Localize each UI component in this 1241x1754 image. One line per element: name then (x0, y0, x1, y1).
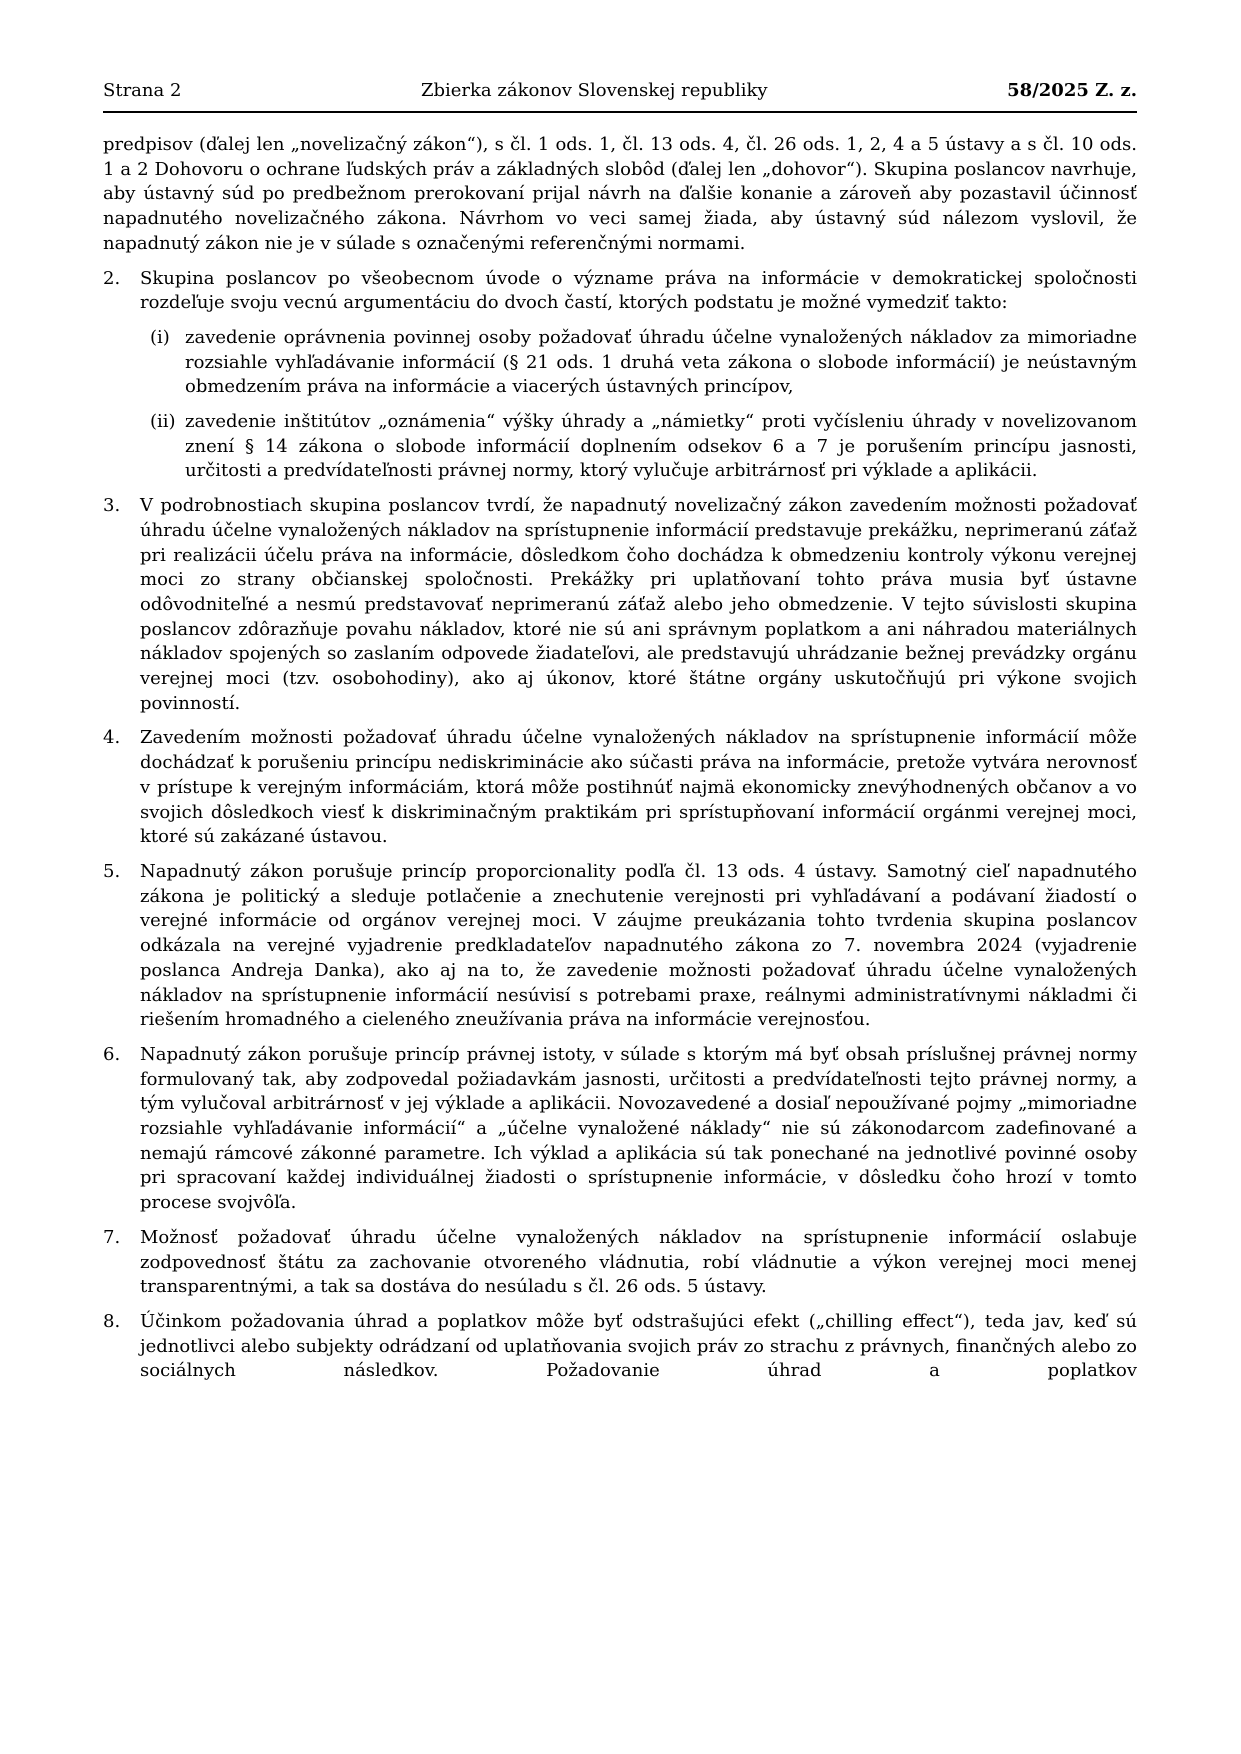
act-number-label: 58/2025 Z. z. (1007, 80, 1137, 101)
item-content (140, 726, 1137, 850)
item-number: 8. (103, 1310, 121, 1332)
subitem-text: zavedenie oprávnenia povinnej osoby požadovať úhradu účelne vynaložených nákladov za mimoriadne rozsiahle vyhľadávanie informácií (§ 21 ods. 1 druhá veta zákona o slobode informácií) je neústavným obmedzením práva na informácie a viacerých ústavných princípov, (185, 326, 1137, 398)
item-text: Zavedením možnosti požadovať úhradu účelne vynaložených nákladov na sprístupnenie informácií môže dochádzať k porušeniu princípu nediskriminácie ako súčasti práva na informácie, pretože vytvára nerovnosť v prístupe k verejným informáciám, ktorá môže postihnúť najmä ekonomicky znevýhodnených občanov a vo svojich dôsledkoch viesť k diskriminačným praktikám pri sprístupňovaní informácií orgánmi verejnej moci, ktoré sú zakázané ústavou. (140, 727, 1137, 848)
page-header (0, 0, 1241, 102)
document-body (0, 113, 1241, 1384)
item-text: Napadnutý zákon porušuje princíp právnej istoty, v súlade s ktorým má byť obsah príslušnej právnej normy formulovaný tak, aby zodpovedal požiadavkám jasnosti, určitosti a predvídateľnosti tejto právnej normy, a tým vylučoval arbitrárnosť v jej výklade a aplikácii. Novozavedené a dosiaľ nepoužívané pojmy „mimoriadne rozsiahle vyhľadávanie informácií“ a „účelne vynaložené náklady“ nie sú zákonodarcom zadefinované a nemajú rámcové zákonné parametre. Ich výklad a aplikácia sú tak ponechané na jednotlivé povinné osoby pri spracovaní každej individuálnej žiadosti o sprístupnenie informácie, v dôsledku čoho hrozí v tomto procese svojvôľa. (140, 1043, 1137, 1214)
item-content (140, 860, 1137, 1033)
item-text: V podrobnostiach skupina poslancov tvrdí, že napadnutý novelizačný zákon zavedením možnosti požadovať úhradu účelne vynaložených nákladov na sprístupnenie informácií predstavuje prekážku, neprimeranú záťaž pri realizácii účelu práva na informácie, dôsledkom čoho dochádza k obmedzeniu kontroly výkonu verejnej moci zo strany občianskej spoločnosti. Prekážky pri uplatňovaní tohto práva musia byť ústavne odôvodniteľné a nesmú predstavovať neprimeranú záťaž alebo jeho obmedzenie. V tejto súvislosti skupina poslancov zdôrazňuje povahu nákladov, ktoré nie sú ani správnym poplatkom a ani náhradou materiálnych nákladov spojených so zaslaním odpovede žiadateľovi, ale predstavujú uhrádzanie bežnej prevádzky orgánu verejnej moci (tzv. osobohodiny), ako aj úkonov, ktoré štátne orgány uskutočňujú pri výkone svojich povinností. (140, 495, 1137, 714)
item-content (140, 1226, 1137, 1300)
numbered-item-3 (103, 494, 1137, 716)
numbered-item-6 (103, 1043, 1137, 1216)
subitem-ii (140, 410, 1137, 484)
item-number: 4. (103, 727, 121, 749)
page-number-label: Strana 2 (103, 80, 182, 101)
item-text: Napadnutý zákon porušuje princíp proporcionality podľa čl. 13 ods. 4 ústavy. Samotný cieľ napadnutého zákona je politický a sleduje potlačenie a znechutenie verejnosti pri vyhľadávaní a podávaní žiadostí o verejné informácie od orgánov verejnej moci. V záujme preukázania tohto tvrdenia skupina poslancov odkázala na verejné vyjadrenie predkladateľov napadnutého zákona zo 7. novembra 2024 (vyjadrenie poslanca Andreja Danka), ako aj na to, že zavedenie možnosti požadovať úhradu účelne vynaložených nákladov na sprístupnenie informácií nesúvisí s potrebami praxe, reálnymi administratívnymi nákladmi či riešením hromadného a cieleného zneužívania práva na informácie verejnosťou. (140, 860, 1137, 1031)
item-number: 2. (103, 267, 121, 289)
item-text: Účinkom požadovania úhrad a poplatkov môže byť odstrašujúci efekt („chilling effect“), teda jav, keď sú jednotlivci alebo subjekty odrádzaní od uplatňovania svojich práv zo strachu z právnych, finančných alebo zo sociálnych následkov. Požadovanie úhrad a poplatkov (140, 1310, 1137, 1382)
subitem-marker: (ii) (150, 411, 176, 433)
item-number: 5. (103, 860, 121, 882)
numbered-item-7 (103, 1226, 1137, 1300)
numbered-item-8 (103, 1310, 1137, 1384)
paragraph-continuation: predpisov (ďalej len „novelizačný zákon“), s čl. 1 ods. 1, čl. 13 ods. 4, čl. 26 ods. 1, 2, 4 a 5 ústavy a s čl. 10 ods. 1 a 2 Dohovoru o ochrane ľudských práv a základných slobôd (ďalej len „dohovor“). Skupina poslancov navrhuje, aby ústavný súd po predbežnom prerokovaní prijal návrh na ďalšie konanie a zároveň aby pozastavil účinnosť napadnutého novelizačného zákona. Návrhom vo veci samej žiada, aby ústavný súd nálezom vyslovil, že napadnutý zákon nie je v súlade s označenými referenčnými normami. (103, 134, 1137, 254)
numbered-item-5 (103, 860, 1137, 1033)
item-text: Možnosť požadovať úhradu účelne vynaložených nákladov na sprístupnenie informácií oslabuje zodpovednosť štátu za zachovanie otvoreného vládnutia, robí vládnutie a výkon verejnej moci menej transparentnými, a tak sa dostáva do nesúladu s čl. 26 ods. 5 ústavy. (140, 1226, 1137, 1298)
subitem-i (140, 326, 1137, 400)
subitem-marker: (i) (150, 326, 170, 348)
item-content (140, 267, 1137, 485)
item-number: 7. (103, 1226, 121, 1248)
numbered-item-4 (103, 726, 1137, 850)
item-number: 3. (103, 495, 121, 517)
item-content (140, 1043, 1137, 1216)
item-text: Skupina poslancov po všeobecnom úvode o význame práva na informácie v demokratickej spoločnosti rozdeľuje svoju vecnú argumentáciu do dvoch častí, ktorých podstatu je možné vymedziť takto: (140, 267, 1137, 314)
item-content (140, 494, 1137, 716)
item-content (140, 1310, 1137, 1384)
subitem-text: zavedenie inštitútov „oznámenia“ výšky úhrady a „námietky“ proti vyčísleniu úhrady v novelizovanom znení § 14 zákona o slobode informácií doplnením odsekov 6 a 7 je porušením princípu jasnosti, určitosti a predvídateľnosti právnej normy, ktorý vylučuje arbitrárnosť pri výklade a aplikácii. (185, 411, 1137, 482)
item-number: 6. (103, 1043, 121, 1065)
numbered-item-2 (103, 267, 1137, 485)
gazette-title: Zbierka zákonov Slovenskej republiky (420, 80, 768, 101)
